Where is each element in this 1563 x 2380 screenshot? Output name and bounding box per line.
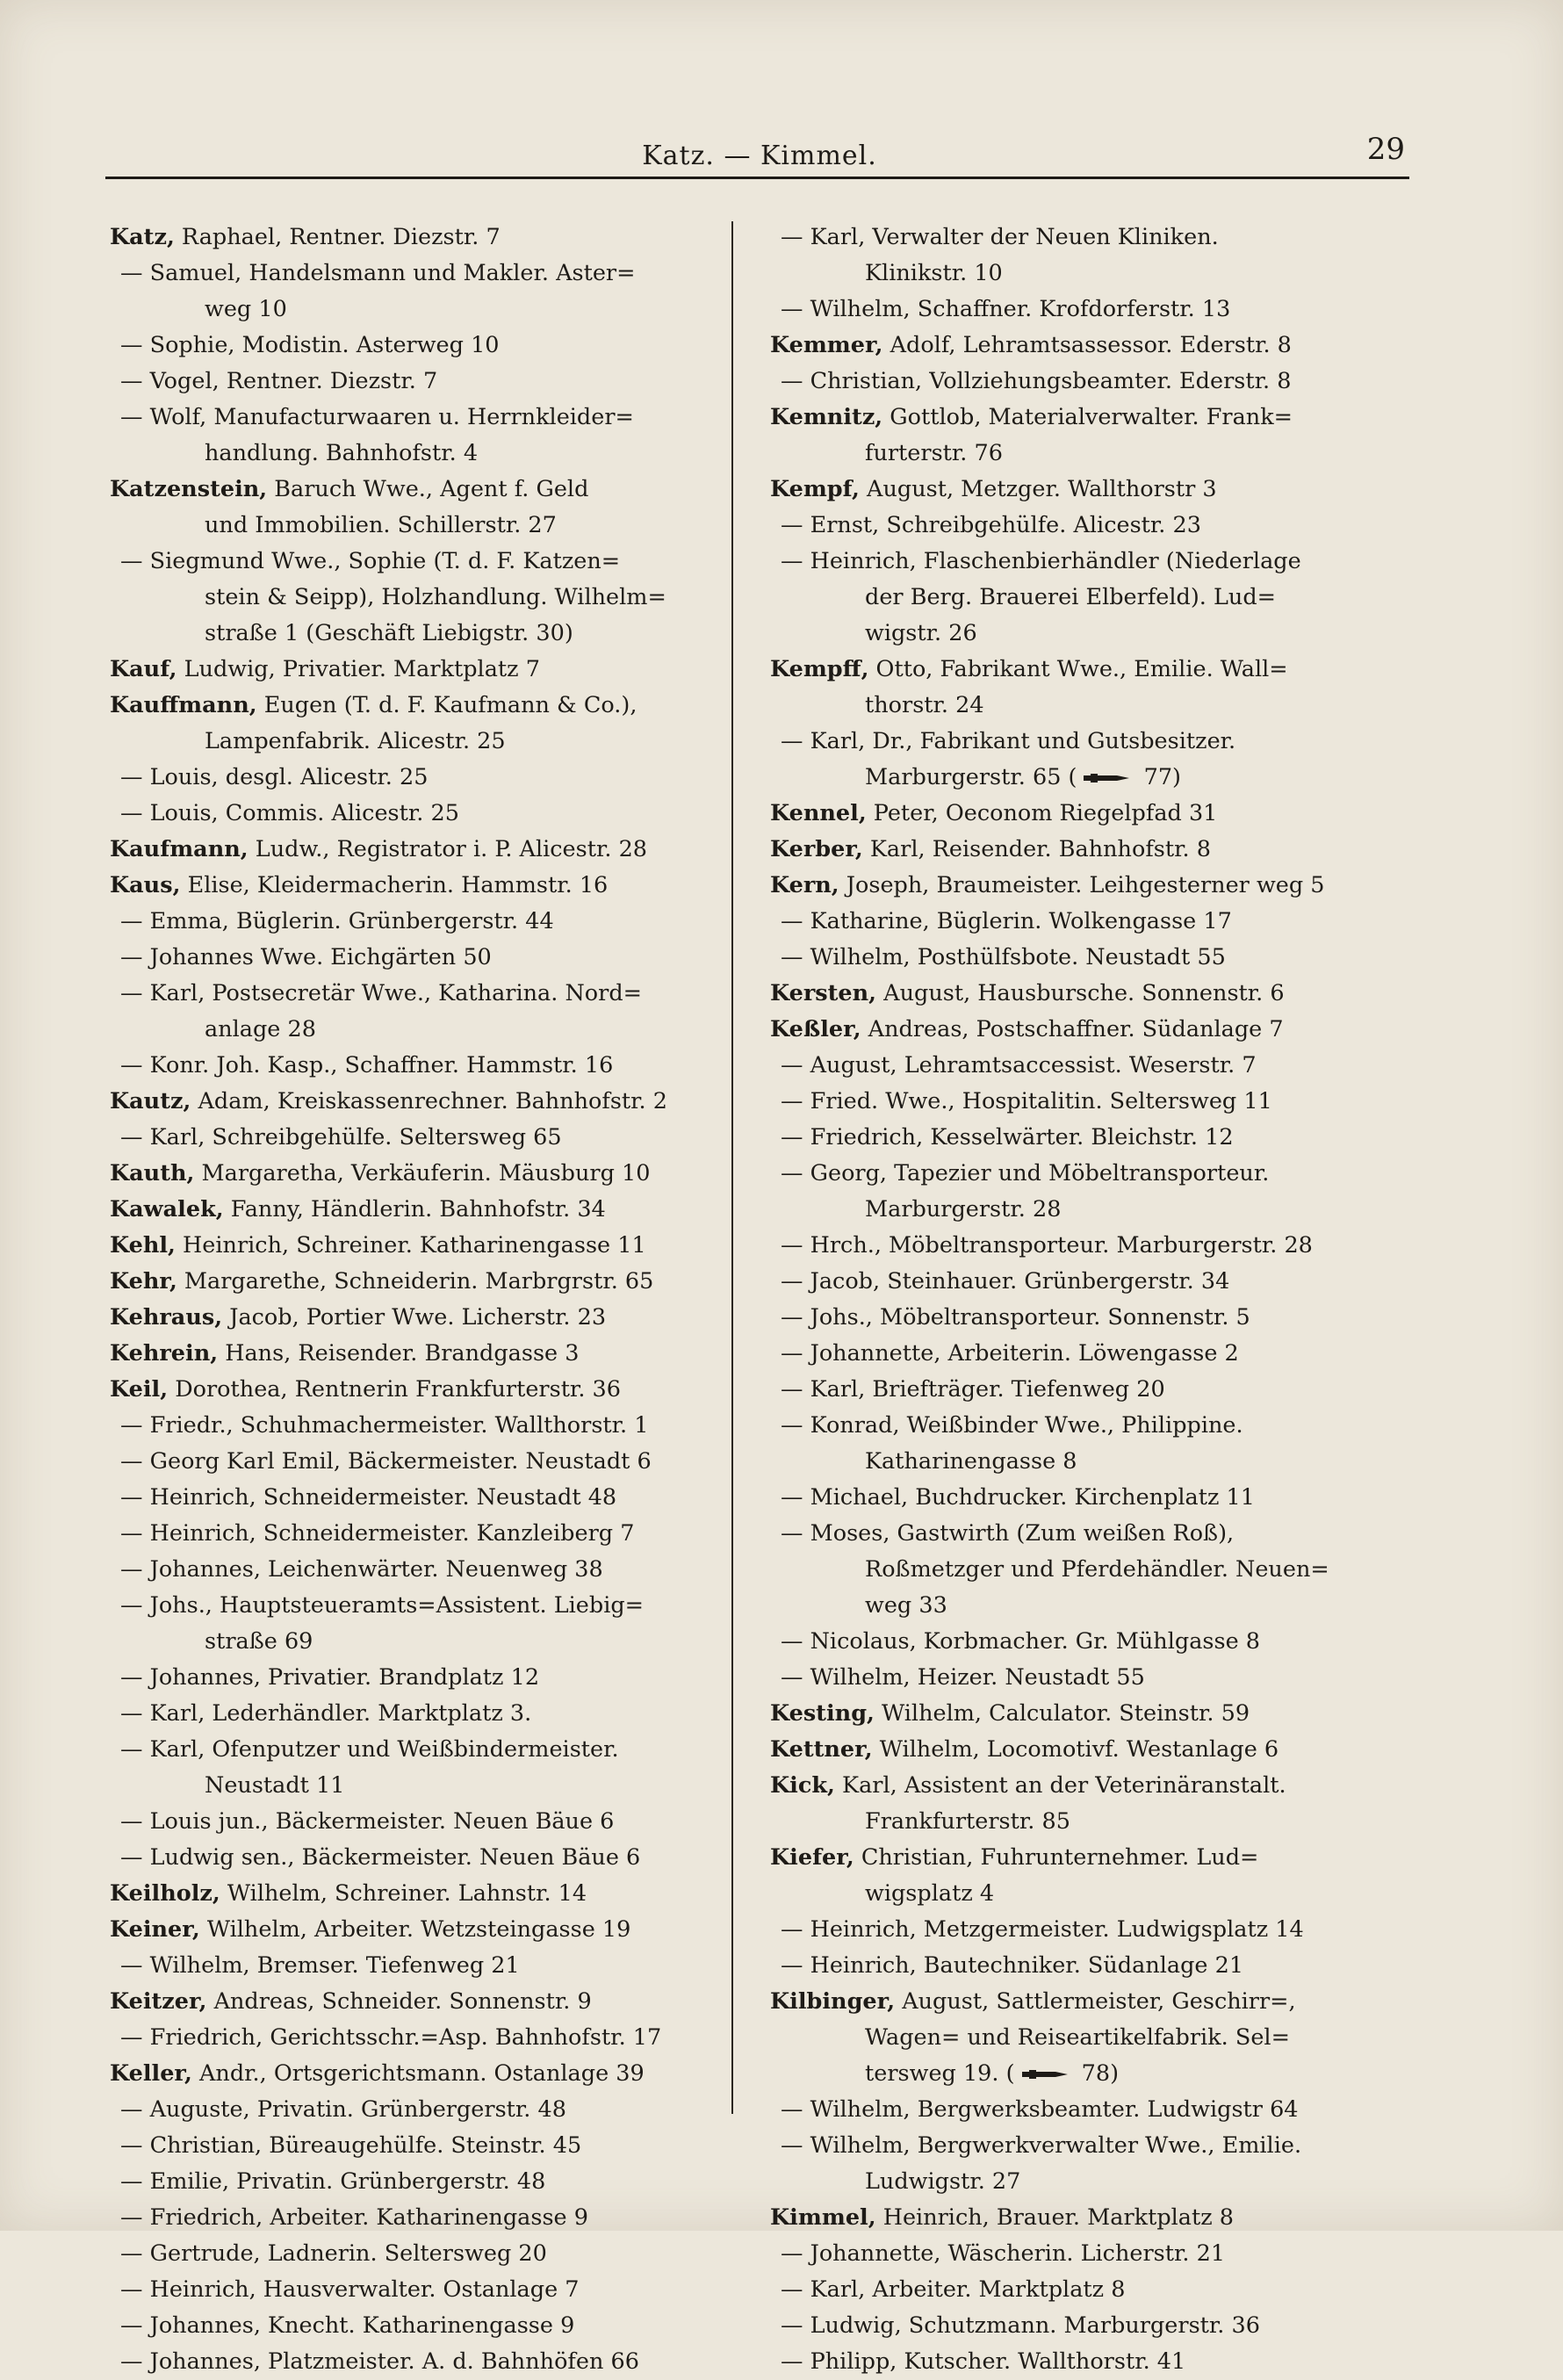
directory-line	[110, 1804, 733, 1840]
entry-text: — Moses, Gastwirth (Zum weißen Roß),	[781, 1520, 1235, 1547]
entry-text: Peter, Oeconom Riegelpfad 31	[866, 800, 1218, 826]
entry-text: Adolf, Lehramtsassessor. Ederstr. 8	[882, 332, 1292, 358]
entry-text: — Emilie, Privatin. Grünbergerstr. 48	[120, 2168, 546, 2195]
directory-line	[110, 2056, 733, 2092]
entry-text: Fanny, Händlerin. Bahnhofstr. 34	[223, 1196, 606, 1222]
directory-line	[110, 2308, 733, 2344]
entry-text: Hans, Reisender. Brandgasse 3	[218, 1340, 580, 1367]
surname-heading: Kehr,	[110, 1268, 177, 1295]
directory-line	[110, 1264, 733, 1300]
entry-text: — Siegmund Wwe., Sophie (T. d. F. Katzen=	[120, 548, 621, 574]
surname-heading: Kick,	[770, 1772, 835, 1799]
entry-text: Heinrich, Brauer. Marktplatz 8	[875, 2204, 1235, 2231]
directory-line	[110, 580, 733, 616]
directory-line	[770, 1336, 1394, 1372]
directory-line	[110, 724, 733, 760]
entry-text: — Hrch., Möbeltransporteur. Marburgerstr. 28	[781, 1232, 1313, 1259]
entry-text: — Samuel, Handelsmann und Makler. Aster=	[120, 260, 636, 286]
directory-line	[770, 1372, 1394, 1408]
entry-text: Wilhelm, Schreiner. Lahnstr. 14	[220, 1880, 587, 1907]
entry-text: Baruch Wwe., Agent f. Geld	[267, 476, 589, 502]
directory-line	[110, 1768, 733, 1804]
entry-text: Raphael, Rentner. Diezstr. 7	[174, 224, 501, 250]
entry-text: Wilhelm, Locomotivf. Westanlage 6	[872, 1736, 1279, 1763]
directory-line	[770, 2056, 1394, 2092]
surname-heading: Keilholz,	[110, 1880, 220, 1907]
directory-line	[770, 1444, 1394, 1480]
directory-line	[770, 652, 1394, 688]
directory-line	[110, 1876, 733, 1912]
directory-line	[110, 2236, 733, 2272]
directory-line	[770, 1912, 1394, 1948]
directory-line	[110, 1372, 733, 1408]
surname-heading: Katzenstein,	[110, 476, 268, 502]
surname-heading: Kennel,	[770, 800, 867, 826]
directory-line	[110, 1084, 733, 1120]
entry-text: der Berg. Brauerei Elberfeld). Lud=	[865, 584, 1277, 610]
directory-line	[110, 832, 733, 868]
directory-line	[110, 292, 733, 328]
surname-heading: Kehraus,	[110, 1304, 223, 1331]
entry-text: — Louis, desgl. Alicestr. 25	[120, 764, 429, 790]
entry-text: August, Metzger. Wallthorstr 3	[859, 476, 1217, 502]
directory-line	[770, 1516, 1394, 1552]
header-rule	[105, 177, 1409, 179]
directory-line	[770, 400, 1394, 436]
surname-heading: Keßler,	[770, 1016, 861, 1042]
running-title: Katz. — Kimmel.	[642, 141, 877, 171]
directory-line	[770, 1984, 1394, 2020]
directory-line	[770, 364, 1394, 400]
entry-text: Andreas, Schneider. Sonnenstr. 9	[206, 1988, 592, 2015]
entry-text: Roßmetzger und Pferdehändler. Neuen=	[865, 1556, 1329, 1583]
directory-line	[770, 436, 1394, 472]
directory-line	[770, 1192, 1394, 1228]
entry-text: thorstr. 24	[865, 692, 984, 718]
surname-heading: Kautz,	[110, 1088, 191, 1114]
directory-line	[110, 1516, 733, 1552]
directory-line	[110, 1192, 733, 1228]
entry-text: — Georg Karl Emil, Bäckermeister. Neustadt 6	[120, 1448, 652, 1475]
directory-line	[110, 436, 733, 472]
entry-text: — Johannes, Privatier. Brandplatz 12	[120, 1664, 540, 1691]
surname-heading: Katz,	[110, 224, 175, 250]
directory-line	[110, 328, 733, 364]
entry-text: Margarethe, Schneiderin. Marbrgrstr. 65	[176, 1268, 654, 1295]
directory-line	[770, 2272, 1394, 2308]
directory-line	[770, 1264, 1394, 1300]
directory-line	[110, 616, 733, 652]
surname-heading: Kaufmann,	[110, 836, 248, 862]
entry-text: Christian, Fuhrunternehmer. Lud=	[854, 1844, 1259, 1871]
entry-text: Andr., Ortsgerichtsmann. Ostanlage 39	[191, 2060, 645, 2087]
entry-text: — Ernst, Schreibgehülfe. Alicestr. 23	[781, 512, 1201, 538]
directory-line	[110, 688, 733, 724]
directory-line	[110, 1048, 733, 1084]
entry-text: — Wilhelm, Bergwerkverwalter Wwe., Emilie.	[781, 2132, 1302, 2159]
surname-heading: Kesting,	[770, 1700, 875, 1727]
entry-text: Ludwigstr. 27	[865, 2168, 1021, 2195]
surname-heading: Kauth,	[110, 1160, 195, 1186]
entry-text: — Auguste, Privatin. Grünbergerstr. 48	[120, 2096, 566, 2123]
directory-line	[770, 832, 1394, 868]
directory-line	[770, 256, 1394, 292]
entry-text: Wilhelm, Calculator. Steinstr. 59	[874, 1700, 1250, 1727]
directory-line	[110, 1480, 733, 1516]
directory-line	[770, 1300, 1394, 1336]
entry-text: — Friedr., Schuhmachermeister. Wallthorstr. 1	[120, 1412, 649, 1439]
directory-line	[770, 904, 1394, 940]
entry-text: — Emma, Büglerin. Grünbergerstr. 44	[120, 908, 554, 934]
directory-line	[770, 688, 1394, 724]
directory-line	[770, 1408, 1394, 1444]
directory-line	[770, 1804, 1394, 1840]
directory-line	[110, 1912, 733, 1948]
directory-line	[110, 976, 733, 1012]
directory-line	[770, 580, 1394, 616]
entry-text: — Johs., Möbeltransporteur. Sonnenstr. 5	[781, 1304, 1250, 1331]
entry-text: — Fried. Wwe., Hospitalitin. Seltersweg 11	[781, 1088, 1272, 1114]
directory-line	[110, 1696, 733, 1732]
page-number: 29	[1366, 132, 1405, 167]
surname-heading: Kemmer,	[770, 332, 883, 358]
directory-line	[770, 2092, 1394, 2128]
directory-line	[770, 796, 1394, 832]
entry-text: — Nicolaus, Korbmacher. Gr. Mühlgasse 8	[781, 1628, 1260, 1655]
entry-text: — Wilhelm, Heizer. Neustadt 55	[781, 1664, 1145, 1691]
directory-line	[110, 652, 733, 688]
surname-heading: Keil,	[110, 1376, 169, 1403]
entry-text: — Louis, Commis. Alicestr. 25	[120, 800, 459, 826]
entry-text: straße 69	[205, 1628, 313, 1655]
entry-text: — Johannette, Wäscherin. Licherstr. 21	[781, 2240, 1226, 2267]
directory-line	[770, 1552, 1394, 1588]
entry-text: handlung. Bahnhofstr. 4	[205, 440, 479, 466]
entry-text: — Heinrich, Hausverwalter. Ostanlage 7	[120, 2276, 580, 2303]
left-column	[110, 220, 733, 2380]
surname-heading: Kilbinger,	[770, 1988, 896, 2015]
surname-heading: Kehl,	[110, 1232, 176, 1259]
entry-text: — Christian, Vollziehungsbeamter. Ederstr. 8	[781, 368, 1292, 394]
entry-text: — Georg, Tapezier und Möbeltransporteur.	[781, 1160, 1270, 1186]
directory-line	[110, 1984, 733, 2020]
entry-text: Lampenfabrik. Alicestr. 25	[205, 728, 506, 754]
directory-line	[110, 508, 733, 544]
entry-text: — Wilhelm, Posthülfsbote. Neustadt 55	[781, 944, 1226, 970]
entry-text: wigstr. 26	[865, 620, 977, 646]
surname-heading: Kauffmann,	[110, 692, 257, 718]
directory-line	[770, 1084, 1394, 1120]
directory-line	[770, 292, 1394, 328]
directory-line	[770, 544, 1394, 580]
entry-text: Elise, Kleidermacherin. Hammstr. 16	[180, 872, 609, 898]
surname-heading: Kemnitz,	[770, 404, 883, 430]
surname-heading: Kettner,	[770, 1736, 873, 1763]
entry-text: — Louis jun., Bäckermeister. Neuen Bäue 6	[120, 1808, 615, 1835]
directory-line	[110, 1660, 733, 1696]
entry-text: — Ludwig, Schutzmann. Marburgerstr. 36	[781, 2312, 1260, 2339]
surname-heading: Kempf,	[770, 476, 860, 502]
directory-line	[770, 1048, 1394, 1084]
directory-line	[770, 868, 1394, 904]
entry-text: Neustadt 11	[205, 1772, 345, 1799]
directory-line	[770, 2128, 1394, 2164]
entry-text: — Johannes, Platzmeister. A. d. Bahnhöfen 66	[120, 2348, 639, 2375]
surname-heading: Kempff,	[770, 656, 869, 682]
pointing-hand-icon	[1020, 2068, 1070, 2081]
entry-text: Eugen (T. d. F. Kaufmann & Co.),	[256, 692, 637, 718]
entry-text: Klinikstr. 10	[865, 260, 1003, 286]
directory-line	[770, 328, 1394, 364]
entry-text: — Wilhelm, Schaffner. Krofdorferstr. 13	[781, 296, 1231, 322]
entry-text: — Heinrich, Schneidermeister. Kanzleiberg 7	[120, 1520, 635, 1547]
directory-line	[110, 1156, 733, 1192]
directory-line	[770, 616, 1394, 652]
directory-line	[110, 1408, 733, 1444]
entry-text: und Immobilien. Schillerstr. 27	[205, 512, 557, 538]
directory-line	[110, 220, 733, 256]
directory-line	[770, 1768, 1394, 1804]
surname-heading: Kawalek,	[110, 1196, 224, 1222]
directory-line	[770, 2020, 1394, 2056]
entry-text: — Gertrude, Ladnerin. Seltersweg 20	[120, 2240, 547, 2267]
directory-line	[110, 1120, 733, 1156]
directory-line	[770, 1480, 1394, 1516]
entry-text: Jacob, Portier Wwe. Licherstr. 23	[222, 1304, 607, 1331]
entry-text: — Vogel, Rentner. Diezstr. 7	[120, 368, 438, 394]
directory-line	[110, 1840, 733, 1876]
directory-line	[770, 1156, 1394, 1192]
entry-text: — Heinrich, Schneidermeister. Neustadt 48	[120, 1484, 617, 1511]
entry-text: — Karl, Arbeiter. Marktplatz 8	[781, 2276, 1126, 2303]
directory-line	[770, 1732, 1394, 1768]
surname-heading: Kern,	[770, 872, 839, 898]
entry-text: weg 10	[205, 296, 287, 322]
entry-text: — Konr. Joh. Kasp., Schaffner. Hammstr. 16	[120, 1052, 614, 1078]
directory-line	[110, 2164, 733, 2200]
entry-text: — Karl, Lederhändler. Marktplatz 3.	[120, 1700, 532, 1727]
surname-heading: Kimmel,	[770, 2204, 876, 2231]
entry-text: Joseph, Braumeister. Leihgesterner weg 5	[839, 872, 1325, 898]
entry-text: — Wilhelm, Bergwerksbeamter. Ludwigstr 64	[781, 2096, 1299, 2123]
directory-line	[770, 1840, 1394, 1876]
directory-line	[110, 472, 733, 508]
directory-line	[770, 1012, 1394, 1048]
entry-text: — Johannes, Leichenwärter. Neuenweg 38	[120, 1556, 603, 1583]
entry-text: Heinrich, Schreiner. Katharinengasse 11	[175, 1232, 646, 1259]
surname-heading: Kehrein,	[110, 1340, 219, 1367]
entry-text: Dorothea, Rentnerin Frankfurterstr. 36	[168, 1376, 621, 1403]
surname-heading: Kersten,	[770, 980, 877, 1006]
directory-line	[110, 400, 733, 436]
entry-text: August, Sattlermeister, Geschirr=,	[895, 1988, 1296, 2015]
entry-text: — Karl, Ofenputzer und Weißbindermeister.	[120, 1736, 619, 1763]
directory-line	[110, 544, 733, 580]
entry-text: Ludw., Registrator i. P. Alicestr. 28	[248, 836, 648, 862]
entry-text: Karl, Reisender. Bahnhofstr. 8	[862, 836, 1211, 862]
directory-line	[110, 904, 733, 940]
directory-line	[770, 472, 1394, 508]
entry-text: — August, Lehramtsaccessist. Weserstr. 7	[781, 1052, 1257, 1078]
directory-line	[770, 1660, 1394, 1696]
directory-line	[770, 2164, 1394, 2200]
telephone-number: 77)	[1136, 764, 1181, 790]
entry-text: Ludwig, Privatier. Marktplatz 7	[176, 656, 540, 682]
directory-line	[110, 1300, 733, 1336]
directory-line	[110, 364, 733, 400]
directory-line	[110, 940, 733, 976]
entry-text: anlage 28	[205, 1016, 316, 1042]
directory-line	[110, 256, 733, 292]
surname-heading: Keller,	[110, 2060, 192, 2087]
entry-text: weg 33	[865, 1592, 947, 1619]
entry-text: — Friedrich, Arbeiter. Katharinengasse 9	[120, 2204, 588, 2231]
directory-line	[110, 2092, 733, 2128]
directory-line	[770, 2308, 1394, 2344]
entry-text: — Ludwig sen., Bäckermeister. Neuen Bäue 6	[120, 1844, 641, 1871]
entry-text: — Friedrich, Kesselwärter. Bleichstr. 12	[781, 1124, 1234, 1150]
entry-text: — Michael, Buchdrucker. Kirchenplatz 11	[781, 1484, 1255, 1511]
entry-text: Katharinengasse 8	[865, 1448, 1077, 1475]
entry-text: — Karl, Postsecretär Wwe., Katharina. Nord=	[120, 980, 643, 1006]
entry-text: — Johannes, Knecht. Katharinengasse 9	[120, 2312, 575, 2339]
entry-text: — Katharine, Büglerin. Wolkengasse 17	[781, 908, 1232, 934]
entry-text: — Karl, Dr., Fabrikant und Gutsbesitzer.	[781, 728, 1236, 754]
surname-heading: Keiner,	[110, 1916, 200, 1943]
entry-text: wigsplatz 4	[865, 1880, 995, 1907]
entry-text: Frankfurterstr. 85	[865, 1808, 1070, 1835]
entry-text: — Karl, Schreibgehülfe. Seltersweg 65	[120, 1124, 562, 1150]
entry-text: — Karl, Briefträger. Tiefenweg 20	[781, 1376, 1165, 1403]
entry-text: Wagen= und Reiseartikelfabrik. Sel=	[865, 2024, 1290, 2051]
entry-text: — Philipp, Kutscher. Wallthorstr. 41	[781, 2348, 1186, 2375]
directory-line	[110, 1228, 733, 1264]
entry-text: Otto, Fabrikant Wwe., Emilie. Wall=	[868, 656, 1288, 682]
directory-line	[110, 1588, 733, 1624]
directory-line	[770, 1588, 1394, 1624]
directory-line	[110, 1012, 733, 1048]
directory-line	[110, 2272, 733, 2308]
directory-line	[110, 760, 733, 796]
directory-line	[770, 1624, 1394, 1660]
directory-line	[770, 1876, 1394, 1912]
directory-line	[110, 1336, 733, 1372]
directory-line	[770, 940, 1394, 976]
entry-text: — Karl, Verwalter der Neuen Kliniken.	[781, 224, 1219, 250]
directory-line	[770, 220, 1394, 256]
directory-line	[110, 1552, 733, 1588]
entry-text: — Heinrich, Flaschenbierhändler (Niederlage	[781, 548, 1301, 574]
entry-text: stein & Seipp), Holzhandlung. Wilhelm=	[205, 584, 666, 610]
entry-text: — Sophie, Modistin. Asterweg 10	[120, 332, 500, 358]
entry-text: Marburgerstr. 28	[865, 1196, 1062, 1222]
entry-text: — Heinrich, Bautechniker. Südanlage 21	[781, 1952, 1244, 1979]
directory-line	[110, 868, 733, 904]
entry-text: furterstr. 76	[865, 440, 1003, 466]
pointing-hand-icon	[1082, 772, 1131, 784]
entry-text: — Jacob, Steinhauer. Grünbergerstr. 34	[781, 1268, 1230, 1295]
entry-text: — Konrad, Weißbinder Wwe., Philippine.	[781, 1412, 1243, 1439]
surname-heading: Kauf,	[110, 656, 177, 682]
entry-text: Wilhelm, Arbeiter. Wetzsteingasse 19	[199, 1916, 631, 1943]
directory-line	[110, 1732, 733, 1768]
surname-heading: Keitzer,	[110, 1988, 207, 2015]
entry-text: Gottlob, Materialverwalter. Frank=	[882, 404, 1293, 430]
entry-text: — Friedrich, Gerichtsschr.=Asp. Bahnhofstr. 17	[120, 2024, 662, 2051]
directory-line	[110, 2344, 733, 2380]
entry-text: straße 1 (Geschäft Liebigstr. 30)	[205, 620, 573, 646]
entry-text: — Christian, Büreaugehülfe. Steinstr. 45	[120, 2132, 582, 2159]
directory-line	[110, 1444, 733, 1480]
page-header	[114, 132, 1405, 176]
directory-line	[110, 796, 733, 832]
entry-text: August, Hausbursche. Sonnenstr. 6	[876, 980, 1285, 1006]
directory-line	[110, 1624, 733, 1660]
directory-line	[770, 2236, 1394, 2272]
directory-line	[110, 1948, 733, 1984]
directory-line	[110, 2020, 733, 2056]
entry-text: Margaretha, Verkäuferin. Mäusburg 10	[194, 1160, 651, 1186]
entry-text: tersweg 19. (	[865, 2060, 1015, 2087]
surname-heading: Kaus,	[110, 872, 181, 898]
entry-text: Andreas, Postschaffner. Südanlage 7	[861, 1016, 1284, 1042]
entry-text: — Heinrich, Metzgermeister. Ludwigsplatz 14	[781, 1916, 1304, 1943]
directory-line	[770, 760, 1394, 796]
directory-line	[770, 1948, 1394, 1984]
directory-line	[770, 1120, 1394, 1156]
directory-line	[770, 976, 1394, 1012]
directory-line	[770, 724, 1394, 760]
entry-text: — Johannes Wwe. Eichgärten 50	[120, 944, 492, 970]
entry-text: — Wilhelm, Bremser. Tiefenweg 21	[120, 1952, 520, 1979]
entry-text: Marburgerstr. 65 (	[865, 764, 1077, 790]
entry-text: — Johannette, Arbeiterin. Löwengasse 2	[781, 1340, 1239, 1367]
surname-heading: Kiefer,	[770, 1844, 854, 1871]
directory-line	[770, 1696, 1394, 1732]
directory-line	[110, 2128, 733, 2164]
directory-line	[770, 1228, 1394, 1264]
directory-line	[770, 508, 1394, 544]
entry-text: — Wolf, Manufacturwaaren u. Herrnkleider=	[120, 404, 634, 430]
telephone-number: 78)	[1074, 2060, 1120, 2087]
right-column	[770, 220, 1394, 2380]
entry-text: — Johs., Hauptsteueramts=Assistent. Liebig=	[120, 1592, 645, 1619]
entry-text: Adam, Kreiskassenrechner. Bahnhofstr. 2	[191, 1088, 667, 1114]
directory-line	[770, 2344, 1394, 2380]
entry-text: Karl, Assistent an der Veterinäranstalt.	[834, 1772, 1286, 1799]
surname-heading: Kerber,	[770, 836, 863, 862]
